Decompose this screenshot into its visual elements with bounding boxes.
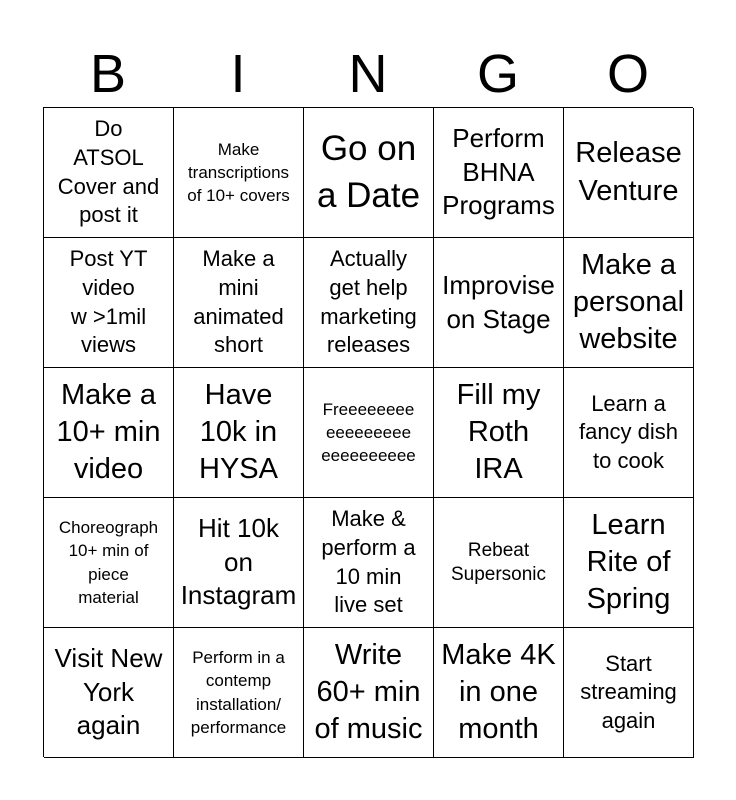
bingo-cell-text: Make a personal website: [572, 248, 685, 356]
bingo-cell[interactable]: [564, 368, 694, 498]
header-letter-o: O: [606, 44, 649, 104]
bingo-cell-text: Hit 10k on Instagram: [180, 512, 297, 611]
bingo-cell-text: Visit New York again: [54, 642, 163, 741]
bingo-cell[interactable]: [434, 238, 564, 368]
bingo-cell[interactable]: [44, 498, 174, 628]
bingo-cell[interactable]: [564, 628, 694, 758]
bingo-cell-text: Learn Rite of Spring: [586, 508, 671, 616]
bingo-cell[interactable]: [304, 498, 434, 628]
bingo-cell[interactable]: [564, 238, 694, 368]
header-letter-b: B: [89, 44, 127, 104]
bingo-cell[interactable]: [44, 368, 174, 498]
bingo-cell-text: Improvise on Stage: [442, 269, 555, 334]
bingo-cell-text: Make & perform a 10 min live set: [321, 506, 416, 618]
header-letter-n: N: [348, 44, 388, 104]
bingo-cell-text: Freeeeeeee eeeeeeeee eeeeeeeeee: [321, 399, 416, 466]
bingo-board: [43, 107, 693, 757]
bingo-cell[interactable]: [44, 238, 174, 368]
bingo-cell-text: Go on a Date: [316, 129, 421, 215]
bingo-cell-text: Make transcriptions of 10+ covers: [187, 139, 290, 206]
bingo-cell-text: Perform BHNA Programs: [442, 122, 555, 221]
bingo-cell[interactable]: [174, 628, 304, 758]
bingo-cell-text: Write 60+ min of music: [314, 638, 423, 746]
bingo-cell-text: Perform in a contemp installation/ performance: [190, 648, 287, 737]
bingo-cell[interactable]: [174, 498, 304, 628]
bingo-cell[interactable]: [304, 238, 434, 368]
bingo-cell-text: Learn a fancy dish to cook: [578, 390, 679, 473]
bingo-header: [43, 42, 693, 106]
bingo-cell-text: Make 4K in one month: [441, 638, 556, 746]
bingo-cell-text: Do ATSOL Cover and post it: [57, 116, 160, 228]
bingo-cell[interactable]: [434, 628, 564, 758]
bingo-cell-text: Have 10k in HYSA: [199, 378, 278, 486]
bingo-cell[interactable]: [174, 108, 304, 238]
bingo-cell-text: Post YT video w >1mil views: [69, 246, 148, 358]
header-letter-g: G: [476, 44, 519, 104]
bingo-cell[interactable]: [564, 108, 694, 238]
bingo-cell-text: Rebeat Supersonic: [450, 540, 547, 585]
bingo-cell-text: Make a 10+ min video: [56, 378, 161, 486]
bingo-cell[interactable]: [304, 368, 434, 498]
bingo-cell-text: Fill my Roth IRA: [456, 378, 541, 486]
bingo-cell-text: Actually get help marketing releases: [320, 246, 417, 358]
bingo-cell[interactable]: [174, 238, 304, 368]
bingo-cell[interactable]: [174, 368, 304, 498]
bingo-cell[interactable]: [44, 108, 174, 238]
bingo-cell-text: Choreograph 10+ min of piece material: [58, 518, 159, 607]
bingo-cell[interactable]: [434, 498, 564, 628]
bingo-cell[interactable]: [434, 108, 564, 238]
bingo-cell[interactable]: [44, 628, 174, 758]
bingo-cell[interactable]: [304, 108, 434, 238]
bingo-cell[interactable]: [304, 628, 434, 758]
header-letter-i: I: [230, 44, 246, 104]
bingo-cell-text: Make a mini animated short: [193, 246, 284, 358]
bingo-cell-text: Start streaming again: [580, 650, 677, 733]
bingo-cell[interactable]: [564, 498, 694, 628]
bingo-cell[interactable]: [434, 368, 564, 498]
bingo-cell-text: Release Venture: [575, 137, 682, 207]
